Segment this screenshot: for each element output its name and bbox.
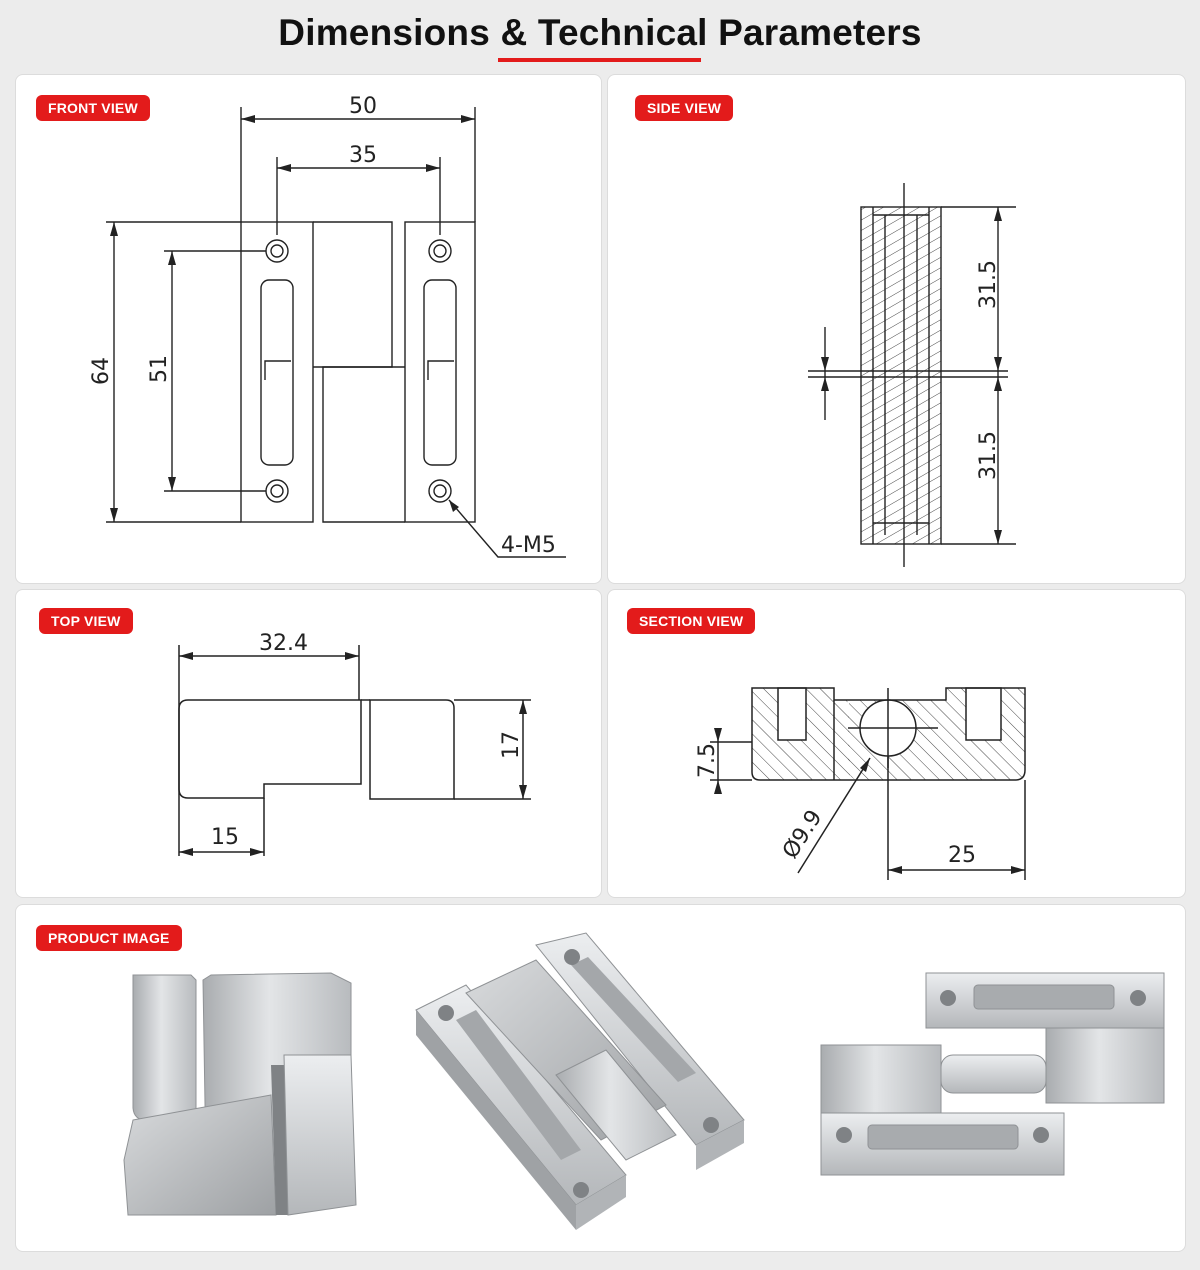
front-view-drawing [16,75,601,583]
dim-35: 35 [349,143,377,168]
dim-diameter: Ø9.9 [778,805,828,864]
dim-32-4: 32.4 [259,631,308,656]
top-view-drawing [16,590,601,897]
top-view-panel [15,589,602,898]
product-photos [16,905,1185,1251]
section-view-panel [607,589,1186,898]
side-view-badge: SIDE VIEW [635,95,733,121]
product-photo-2 [416,933,744,1230]
top-view-badge: TOP VIEW [39,608,133,634]
dim-64: 64 [89,357,114,385]
product-photo-1 [124,973,356,1215]
dim-51: 51 [147,355,172,383]
product-photo-3 [821,973,1164,1175]
dim-50: 50 [349,94,377,119]
title-underline [498,58,701,62]
page-title: Dimensions & Technical Parameters [278,12,922,53]
product-image-panel [15,904,1186,1252]
dim-lower: 31.5 [976,431,1001,480]
dim-upper: 31.5 [976,260,1001,309]
dim-17: 17 [499,731,524,759]
dim-7-5: 7.5 [695,743,720,778]
side-view-panel [607,74,1186,584]
product-image-badge: PRODUCT IMAGE [36,925,182,951]
side-view-drawing [608,75,1185,583]
front-view-panel [15,74,602,584]
dim-thread: 4-M5 [501,533,556,558]
front-view-badge: FRONT VIEW [36,95,150,121]
section-view-badge: SECTION VIEW [627,608,755,634]
dim-25: 25 [948,843,976,868]
section-view-drawing [608,590,1185,897]
dim-15: 15 [211,825,239,850]
